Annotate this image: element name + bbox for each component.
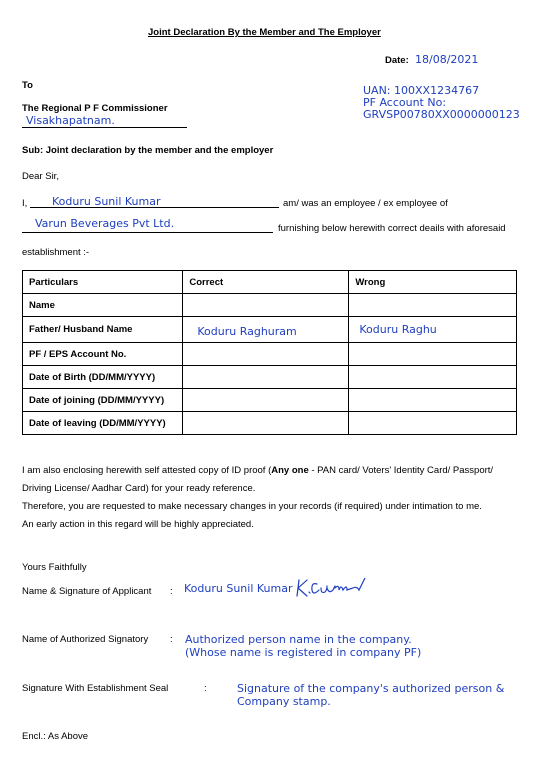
seal-value-line2: Company stamp. [237,695,331,708]
table-header-row [23,271,517,294]
salutation: Dear Sir, [22,171,59,182]
line1-prefix: I, [22,198,28,209]
table-row [23,317,517,343]
id-proof-any-one: Any one [271,465,309,476]
line2-suffix: furnishing below herewith correct deails with aforesaid [278,223,506,234]
row-label: Date of Birth (DD/MM/YYYY) [23,366,183,389]
table-row [23,366,517,389]
row-label: Date of joining (DD/MM/YYYY) [23,389,183,412]
row-correct [183,294,349,317]
row-wrong: Koduru Raghu [349,317,517,343]
company-name-fill: Varun Beverages Pvt Ltd. [35,217,175,230]
applicant-colon: : [170,586,173,597]
uan-value: UAN: 100XX1234767 [363,84,480,97]
document-title: Joint Declaration By the Member and The Employer [148,27,381,38]
authorized-colon: : [170,634,173,645]
line1-suffix: am/ was an employee / ex employee of [283,198,448,209]
row-correct [183,412,349,435]
authorized-value-line2: (Whose name is registered in company PF) [185,646,422,659]
header-wrong: Wrong [349,271,517,294]
applicant-signature [295,578,375,600]
date-value: 18/08/2021 [415,53,479,66]
header-correct: Correct [183,271,349,294]
recipient-city: Visakhapatnam. [26,114,115,127]
request-paragraph: Therefore, you are requested to make necessary changes in your records (if required) under intimation to me. [22,501,482,512]
applicant-label: Name & Signature of Applicant [22,586,152,597]
pf-account-value: GRVSP00780XX0000000123 [363,108,520,121]
seal-label: Signature With Establishment Seal [22,683,169,694]
id-proof-paragraph-line2: Driving License/ Aadhar Card) for your ready reference. [22,483,256,494]
row-wrong [349,389,517,412]
row-correct [183,343,349,366]
row-wrong [349,412,517,435]
pf-account-label: PF Account No: [363,96,447,109]
row-label: PF / EPS Account No. [23,343,183,366]
row-wrong [349,366,517,389]
row-correct: Koduru Raghuram [183,317,349,343]
id-proof-text-a: I am also enclosing herewith self attested copy of ID proof ( [22,465,272,476]
header-particulars: Particulars [23,271,183,294]
row-wrong [349,294,517,317]
authorized-label: Name of Authorized Signatory [22,634,149,645]
row-correct [183,389,349,412]
seal-colon: : [204,683,207,694]
authorized-value-line1: Authorized person name in the company. [185,633,412,646]
table-row [23,412,517,435]
row-label: Date of leaving (DD/MM/YYYY) [23,412,183,435]
member-name-underline [30,207,279,208]
row-label: Name [23,294,183,317]
early-action-paragraph: An early action in this regard will be highly appreciated. [22,519,254,530]
id-proof-text-b: - PAN card/ Voters' Identity Card/ Passport/ [308,465,494,476]
row-correct [183,366,349,389]
row-wrong [349,343,517,366]
enclosure-text: Encl.: As Above [22,731,89,742]
to-label: To [22,80,33,91]
line3-establishment: establishment :- [22,247,90,258]
table-row [23,389,517,412]
correction-table [22,270,517,435]
subject-line: Sub: Joint declaration by the member and the employer [22,145,274,156]
closing-text: Yours Faithfully [22,562,87,573]
recipient-title: The Regional P F Commissioner [22,103,168,114]
id-proof-paragraph [22,465,493,476]
member-name-fill: Koduru Sunil Kumar [52,195,161,208]
company-name-underline [22,232,273,233]
recipient-city-underline [22,127,187,128]
table-row [23,343,517,366]
date-label: Date: [385,55,409,66]
row-label: Father/ Husband Name [23,317,183,343]
applicant-name-fill: Koduru Sunil Kumar [184,582,293,595]
table-row [23,294,517,317]
seal-value-line1: Signature of the company's authorized person & [237,682,505,695]
